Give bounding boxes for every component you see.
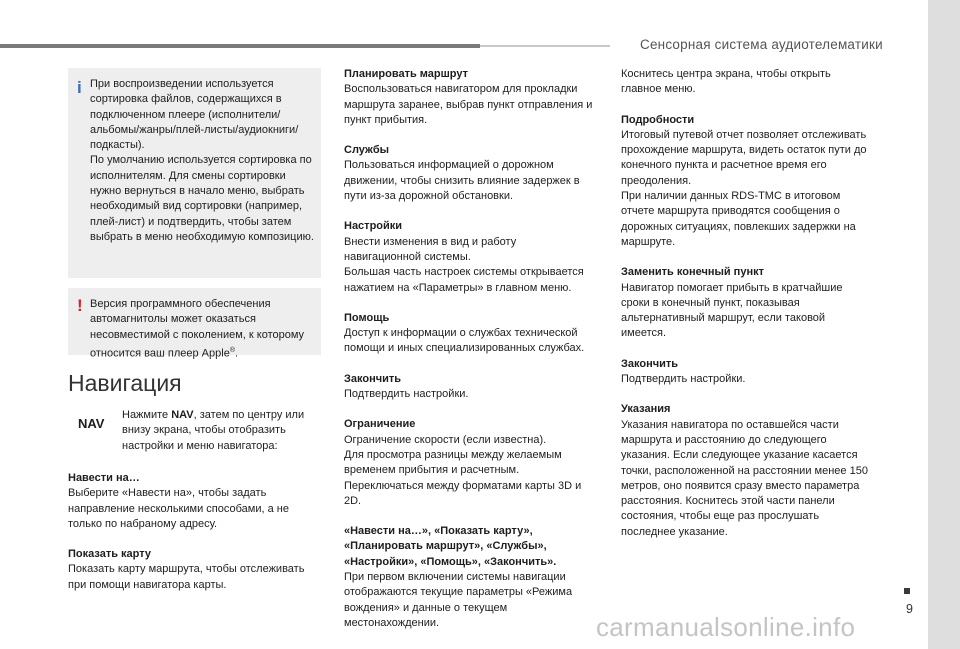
- entry-title: Настройки: [344, 220, 403, 233]
- entry-title: Подробности: [621, 113, 695, 126]
- entry-title: Ограничение: [344, 418, 416, 431]
- warning-text-tail: .: [235, 347, 239, 360]
- entry-title: «Навести на…», «Показать карту», «Планировать маршрут», «Службы», «Настройки», «Помощь», «Закончить».: [344, 525, 557, 568]
- page-number: 9: [906, 602, 913, 616]
- entry-title: Заменить конечный пункт: [621, 266, 764, 279]
- watermark-text: carmanualsonline.info: [596, 612, 856, 642]
- side-tab-strip: [928, 0, 960, 649]
- menu-entry: [344, 219, 596, 295]
- entry-body: Подтвердить настройки.: [344, 388, 469, 401]
- nav-desc-prefix: Нажмите: [122, 409, 172, 421]
- entry-body: При первом включении системы навигации отображаются текущие параметры «Режима вождения» и данные о текущем местонахождении.: [344, 571, 573, 629]
- menu-entry: [344, 143, 596, 204]
- entry-title: Планировать маршрут: [344, 68, 469, 80]
- warning-text-main: Версия программного обеспечения автомагнитолы может оказаться несовместимой с поколением, к которому относится ваш плеер Apple: [90, 298, 305, 360]
- menu-entry: [621, 265, 873, 341]
- entry-body: Внести изменения в вид и работу навигационной системы. Большая часть настроек системы открывается нажатием на «Параметры» в главном меню.: [344, 235, 584, 294]
- entry-body: Доступ к информации о службах технической помощи и иных специализированных службах.: [344, 327, 585, 355]
- entry-body: Подтвердить настройки.: [621, 373, 746, 386]
- info-note-text: При воспроизведении используется сортировка файлов, содержащихся в подключенном плеере (исполнители/альбомы/жанры/плей-листы/аудиокниги/подкасты). По умолчанию используется сортировка по исполнителям. Для смены сортировки нужно вернуться в начало меню, выбрать необходимый вид сортировки (например, плей-лист) и подтвердить, чтобы затем выбрать в меню необходимую композицию.: [90, 78, 314, 243]
- page-marker: [904, 588, 910, 594]
- info-note-box: [68, 68, 321, 278]
- entry-title: Закончить: [344, 372, 402, 385]
- entry-body: Коснитесь центра экрана, чтобы открыть главное меню.: [621, 68, 831, 96]
- entry-body: Выберите «Навести на», чтобы задать направление несколькими способами, а не только по набраному адресу.: [68, 487, 289, 530]
- entry-title: Закончить: [621, 357, 679, 370]
- menu-entry: [621, 113, 873, 251]
- right-column: [621, 67, 873, 555]
- entry-body: Навигатор помогает прибыть в кратчайшие сроки в конечный пункт, показывая альтернативный маршрут, если таковой имеется.: [621, 281, 843, 340]
- menu-entry: [344, 524, 596, 631]
- entry-body: Воспользоваться навигатором для прокладки маршрута заранее, выбрав пункт отправления и пункт прибытия.: [344, 83, 593, 126]
- entry-title: Службы: [344, 144, 390, 157]
- nav-description: [122, 408, 322, 454]
- menu-entry: [344, 67, 596, 128]
- left-column: [68, 471, 324, 608]
- entry-body: Пользоваться информацией о дорожном движении, чтобы снизить влияние задержек в пути из-за дорожной обстановки.: [344, 159, 580, 203]
- registered-mark: ®: [229, 346, 235, 354]
- nav-desc-suffix: , затем по центру или внизу экрана, чтобы отобразить настройки и меню навигатора:: [122, 409, 305, 452]
- page-header-title: Сенсорная система аудиотелематики: [640, 37, 883, 52]
- warning-note-box: [68, 288, 321, 360]
- menu-entry: [621, 67, 873, 98]
- menu-entry: [68, 547, 324, 593]
- header-rule-light: [480, 45, 610, 47]
- section-title: Навигация: [68, 370, 182, 396]
- nav-desc-bold: NAV: [171, 409, 194, 421]
- menu-entry: [621, 402, 873, 540]
- entry-body: Указания навигатора по оставшейся части маршрута и расстоянию до следующего указания. Если следующее указание касается точки, расположенной на расстоянии менее 150 метров, оно появится сразу вместо параметра расстояния. Коснитесь этой части панели состояния, чтобы еще раз прослушать последнее указание.: [621, 418, 868, 538]
- entry-title: Указания: [621, 403, 671, 416]
- menu-entry: [344, 372, 596, 403]
- header-rule-dark: [0, 44, 480, 48]
- menu-entry: [344, 311, 596, 357]
- entry-body: Показать карту маршрута, чтобы отслеживать при помощи навигатора карты.: [68, 563, 305, 591]
- entry-title: Помощь: [344, 311, 390, 324]
- info-icon: i: [77, 78, 82, 97]
- entry-title: Показать карту: [68, 548, 152, 561]
- nav-button-label: NAV: [78, 416, 105, 431]
- exclamation-icon: !: [77, 296, 83, 315]
- warning-note-text: [90, 297, 316, 362]
- menu-entry: [621, 357, 873, 388]
- menu-entry: [344, 417, 596, 509]
- menu-entry: [68, 471, 324, 532]
- entry-title: Навести на…: [68, 472, 140, 484]
- entry-body: Ограничение скорости (если известна). Для просмотра разницы между желаемым временем прибытия и расчетным. Переключаться между форматами карты 3D и 2D.: [344, 433, 582, 507]
- middle-column: [344, 67, 596, 646]
- entry-body: Итоговый путевой отчет позволяет отслеживать прохождение маршрута, видеть остаток пути до конечного пункта и расчетное время его преодоления. При наличии данных RDS-TMC в итоговом отчете маршрута приводятся сообщения о дорожных ситуациях, повлекших задержки на маршруте.: [621, 128, 867, 248]
